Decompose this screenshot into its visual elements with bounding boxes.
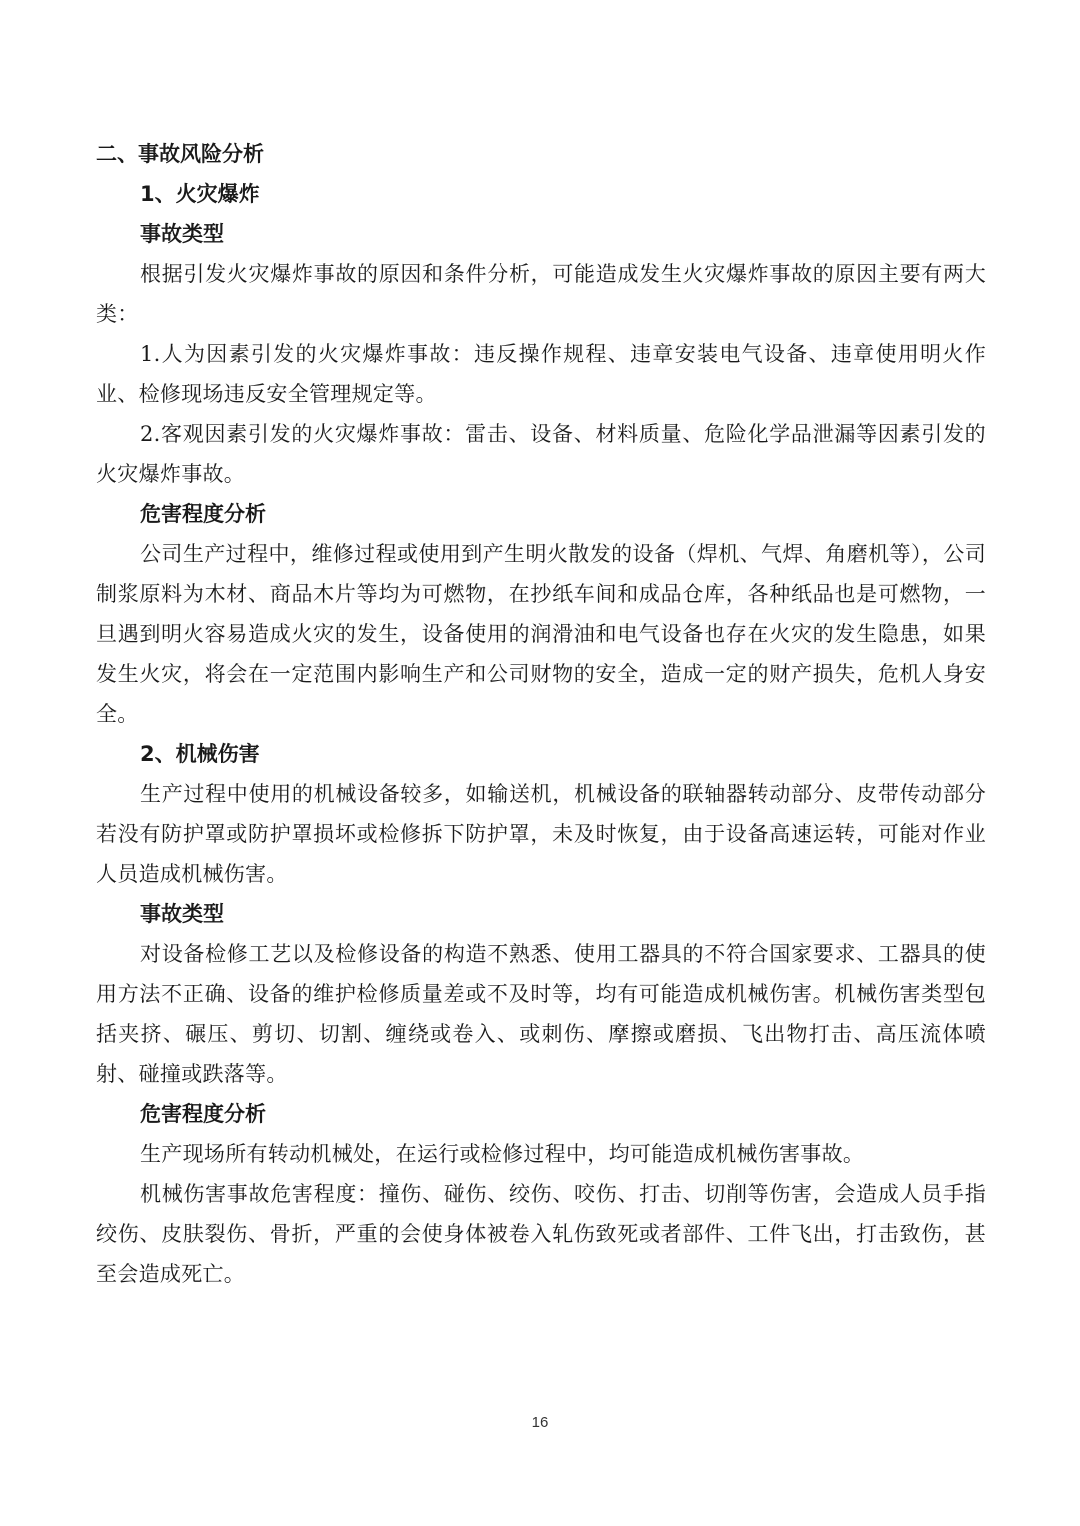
subheading-fire-explosion: 1、火灾爆炸 <box>140 182 260 206</box>
page-number: 16 <box>531 1414 549 1431</box>
document-body <box>96 134 986 1294</box>
paragraph-mechanical-hazard-scope: 生产现场所有转动机械处，在运行或检修过程中，均可能造成机械伤害事故。 <box>140 1142 865 1166</box>
subheading-hazard-degree: 危害程度分析 <box>140 1102 266 1126</box>
subheading-hazard-degree: 危害程度分析 <box>140 502 266 526</box>
subheading-accident-type: 事故类型 <box>140 222 224 246</box>
section-heading-accident-risk: 二、事故风险分析 <box>96 142 264 166</box>
subheading-accident-type: 事故类型 <box>140 902 224 926</box>
paragraph-fire-causes-intro: 根据引发火灾爆炸事故的原因和条件分析，可能造成发生火灾爆炸事故的原因主要有两大类： <box>96 262 986 326</box>
paragraph-human-factors: 1.人为因素引发的火灾爆炸事故：违反操作规程、违章安装电气设备、违章使用明火作业、检修现场违反安全管理规定等。 <box>96 342 986 406</box>
paragraph-mechanical-intro: 生产过程中使用的机械设备较多，如输送机，机械设备的联轴器转动部分、皮带传动部分若没有防护罩或防护罩损坏或检修拆下防护罩，未及时恢复，由于设备高速运转，可能对作业人员造成机械伤害。 <box>96 782 986 886</box>
paragraph-fire-hazard: 公司生产过程中，维修过程或使用到产生明火散发的设备（焊机、气焊、角磨机等），公司制浆原料为木材、商品木片等均为可燃物，在抄纸车间和成品仓库，各种纸品也是可燃物，一旦遇到明火容易造成火灾的发生，设备使用的润滑油和电气设备也存在火灾的发生隐患，如果发生火灾，将会在一定范围内影响生产和公司财物的安全，造成一定的财产损失，危机人身安全。 <box>96 542 986 726</box>
paragraph-objective-factors: 2.客观因素引发的火灾爆炸事故：雷击、设备、材料质量、危险化学品泄漏等因素引发的火灾爆炸事故。 <box>96 422 986 486</box>
subheading-mechanical-injury: 2、机械伤害 <box>140 742 260 766</box>
paragraph-mechanical-types: 对设备检修工艺以及检修设备的构造不熟悉、使用工器具的不符合国家要求、工器具的使用方法不正确、设备的维护检修质量差或不及时等，均有可能造成机械伤害。机械伤害类型包括夹挤、碾压、剪切、切割、缠绕或卷入、或刺伤、摩擦或磨损、飞出物打击、高压流体喷射、碰撞或跌落等。 <box>96 942 986 1086</box>
paragraph-mechanical-hazard-degree: 机械伤害事故危害程度：撞伤、碰伤、绞伤、咬伤、打击、切削等伤害，会造成人员手指绞伤、皮肤裂伤、骨折，严重的会使身体被卷入轧伤致死或者部件、工件飞出，打击致伤，甚至会造成死亡。 <box>96 1182 986 1286</box>
